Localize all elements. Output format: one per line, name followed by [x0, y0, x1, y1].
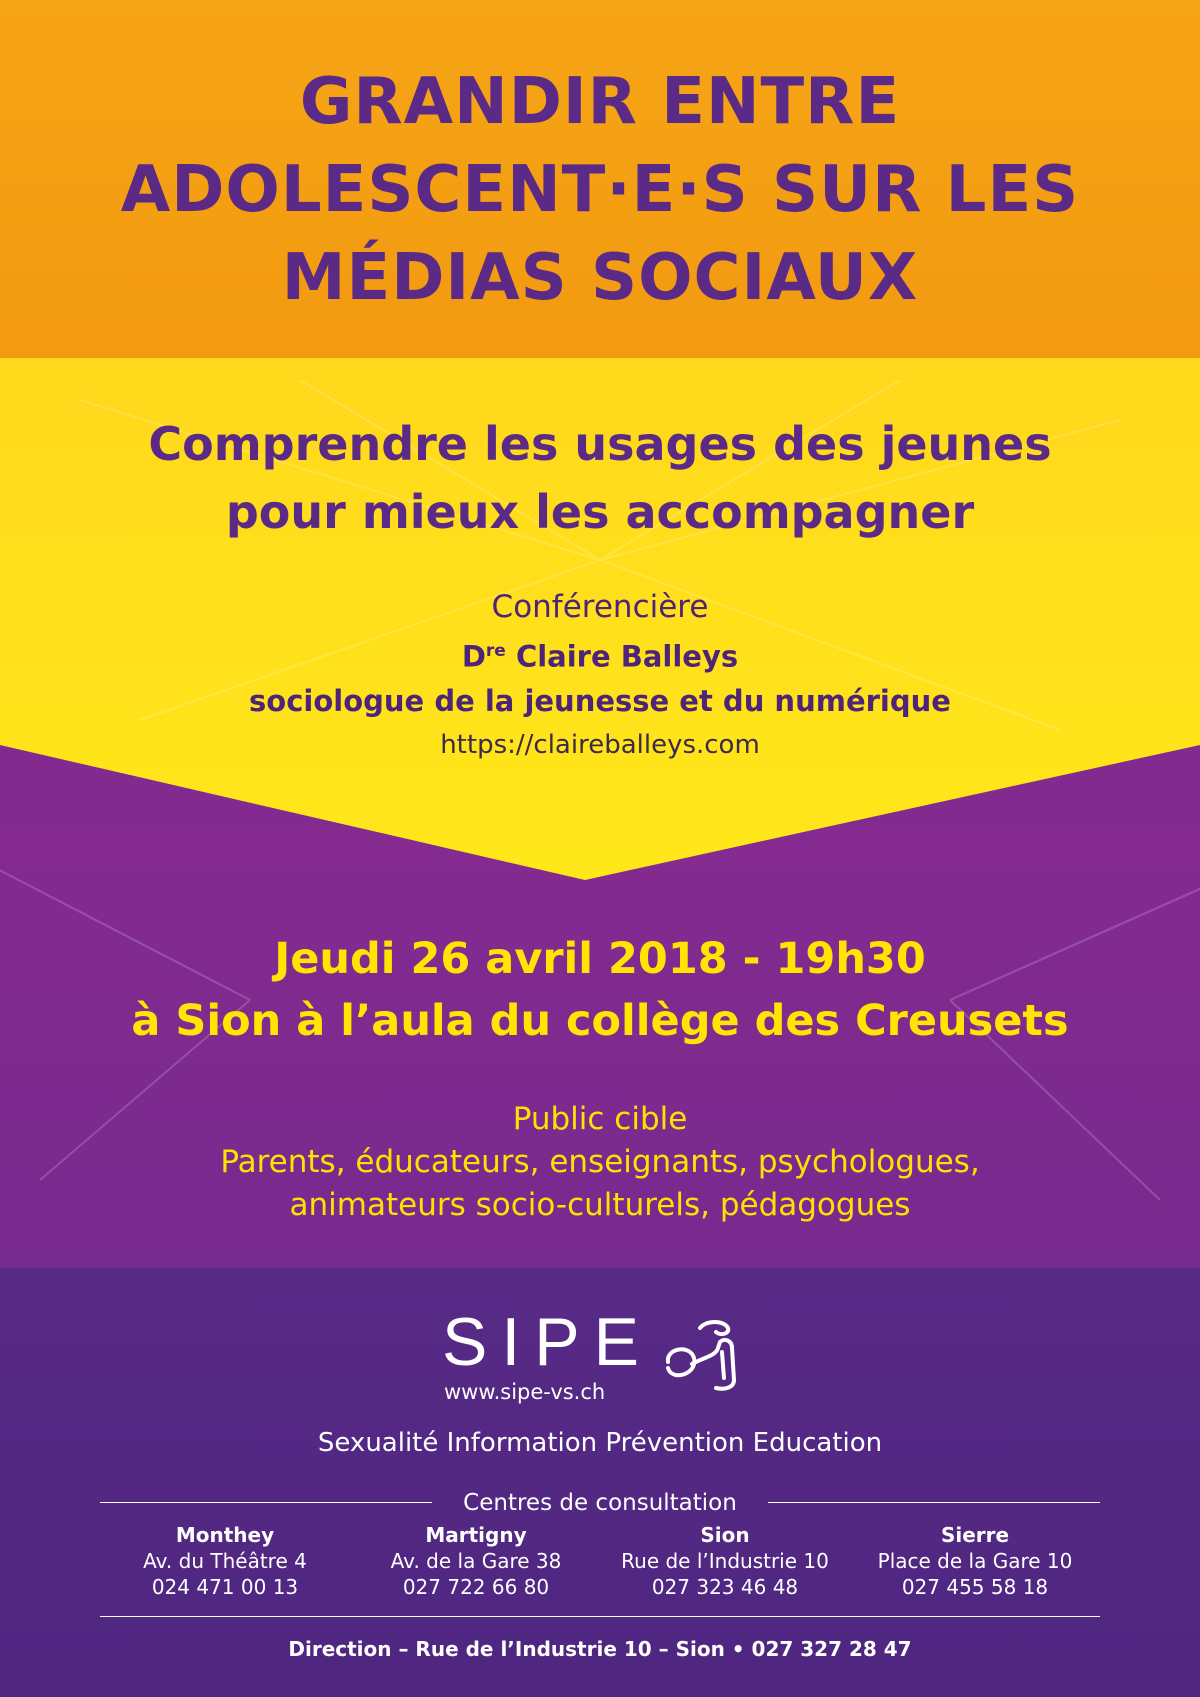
centre-name: Monthey [175, 1523, 275, 1547]
centre-martigny [351, 1522, 601, 1600]
event-details [0, 928, 1200, 1052]
divider-bottom [100, 1616, 1100, 1617]
event-date-time: Jeudi 26 avril 2018 - 19h30 [274, 934, 926, 984]
sipe-logo [440, 1304, 760, 1408]
subtitle [0, 410, 1200, 546]
centres-heading [0, 1487, 1200, 1519]
centre-sierre [850, 1522, 1100, 1600]
centre-phone: 024 471 00 13 [151, 1575, 299, 1599]
subtitle-line-2: pour mieux les accompagner [225, 485, 975, 539]
centres-heading-text: Centres de consultation [463, 1490, 737, 1516]
sipe-mark-icon [662, 1318, 752, 1398]
speaker-title-suffix: re [485, 641, 506, 661]
speaker-job: sociologue de la jeunesse et du numérique [249, 683, 951, 718]
speaker-name: Claire Balleys [515, 639, 739, 674]
centre-phone: 027 455 58 18 [901, 1575, 1049, 1599]
poster-title [0, 58, 1200, 322]
direction-contact: Direction – Rue de l’Industrie 10 – Sion • 027 327 28 47 [288, 1637, 912, 1661]
centre-address: Av. de la Gare 38 [390, 1549, 562, 1573]
speaker-name-line [0, 629, 1200, 679]
logo-text: SIPE [442, 1304, 653, 1380]
centre-address: Rue de l’Industrie 10 [621, 1549, 829, 1573]
title-line-3: MÉDIAS SOCIAUX [281, 241, 919, 315]
organisation-tagline: Sexualité Information Prévention Education [317, 1428, 883, 1458]
subtitle-line-1: Comprendre les usages des jeunes [148, 417, 1052, 471]
speaker-role: Conférencière [491, 589, 709, 625]
centre-phone: 027 722 66 80 [402, 1575, 550, 1599]
centre-name: Sion [700, 1523, 750, 1547]
audience-heading: Public cible [512, 1101, 688, 1137]
title-line-2: ADOLESCENT·E·S SUR LES [120, 153, 1080, 227]
speaker-block [0, 585, 1200, 767]
centre-name: Martigny [425, 1523, 527, 1547]
speaker-url[interactable]: https://claireballeys.com [440, 729, 760, 760]
logo-website[interactable]: www.sipe-vs.ch [444, 1380, 606, 1404]
centres-list [0, 1522, 1200, 1622]
speaker-title-prefix: D [461, 639, 486, 674]
centre-address: Av. du Théâtre 4 [143, 1549, 307, 1573]
centre-sion [600, 1522, 850, 1600]
centre-phone: 027 323 46 48 [651, 1575, 799, 1599]
audience-line-2: animateurs socio-culturels, pédagogues [289, 1187, 911, 1223]
centre-monthey [100, 1522, 350, 1600]
centre-name: Sierre [940, 1523, 1010, 1547]
audience-block [0, 1098, 1200, 1227]
event-location: à Sion à l’aula du collège des Creusets [131, 996, 1069, 1046]
title-line-1: GRANDIR ENTRE [299, 65, 901, 139]
audience-line-1: Parents, éducateurs, enseignants, psychologues, [220, 1144, 980, 1180]
centre-address: Place de la Gare 10 [877, 1549, 1073, 1573]
